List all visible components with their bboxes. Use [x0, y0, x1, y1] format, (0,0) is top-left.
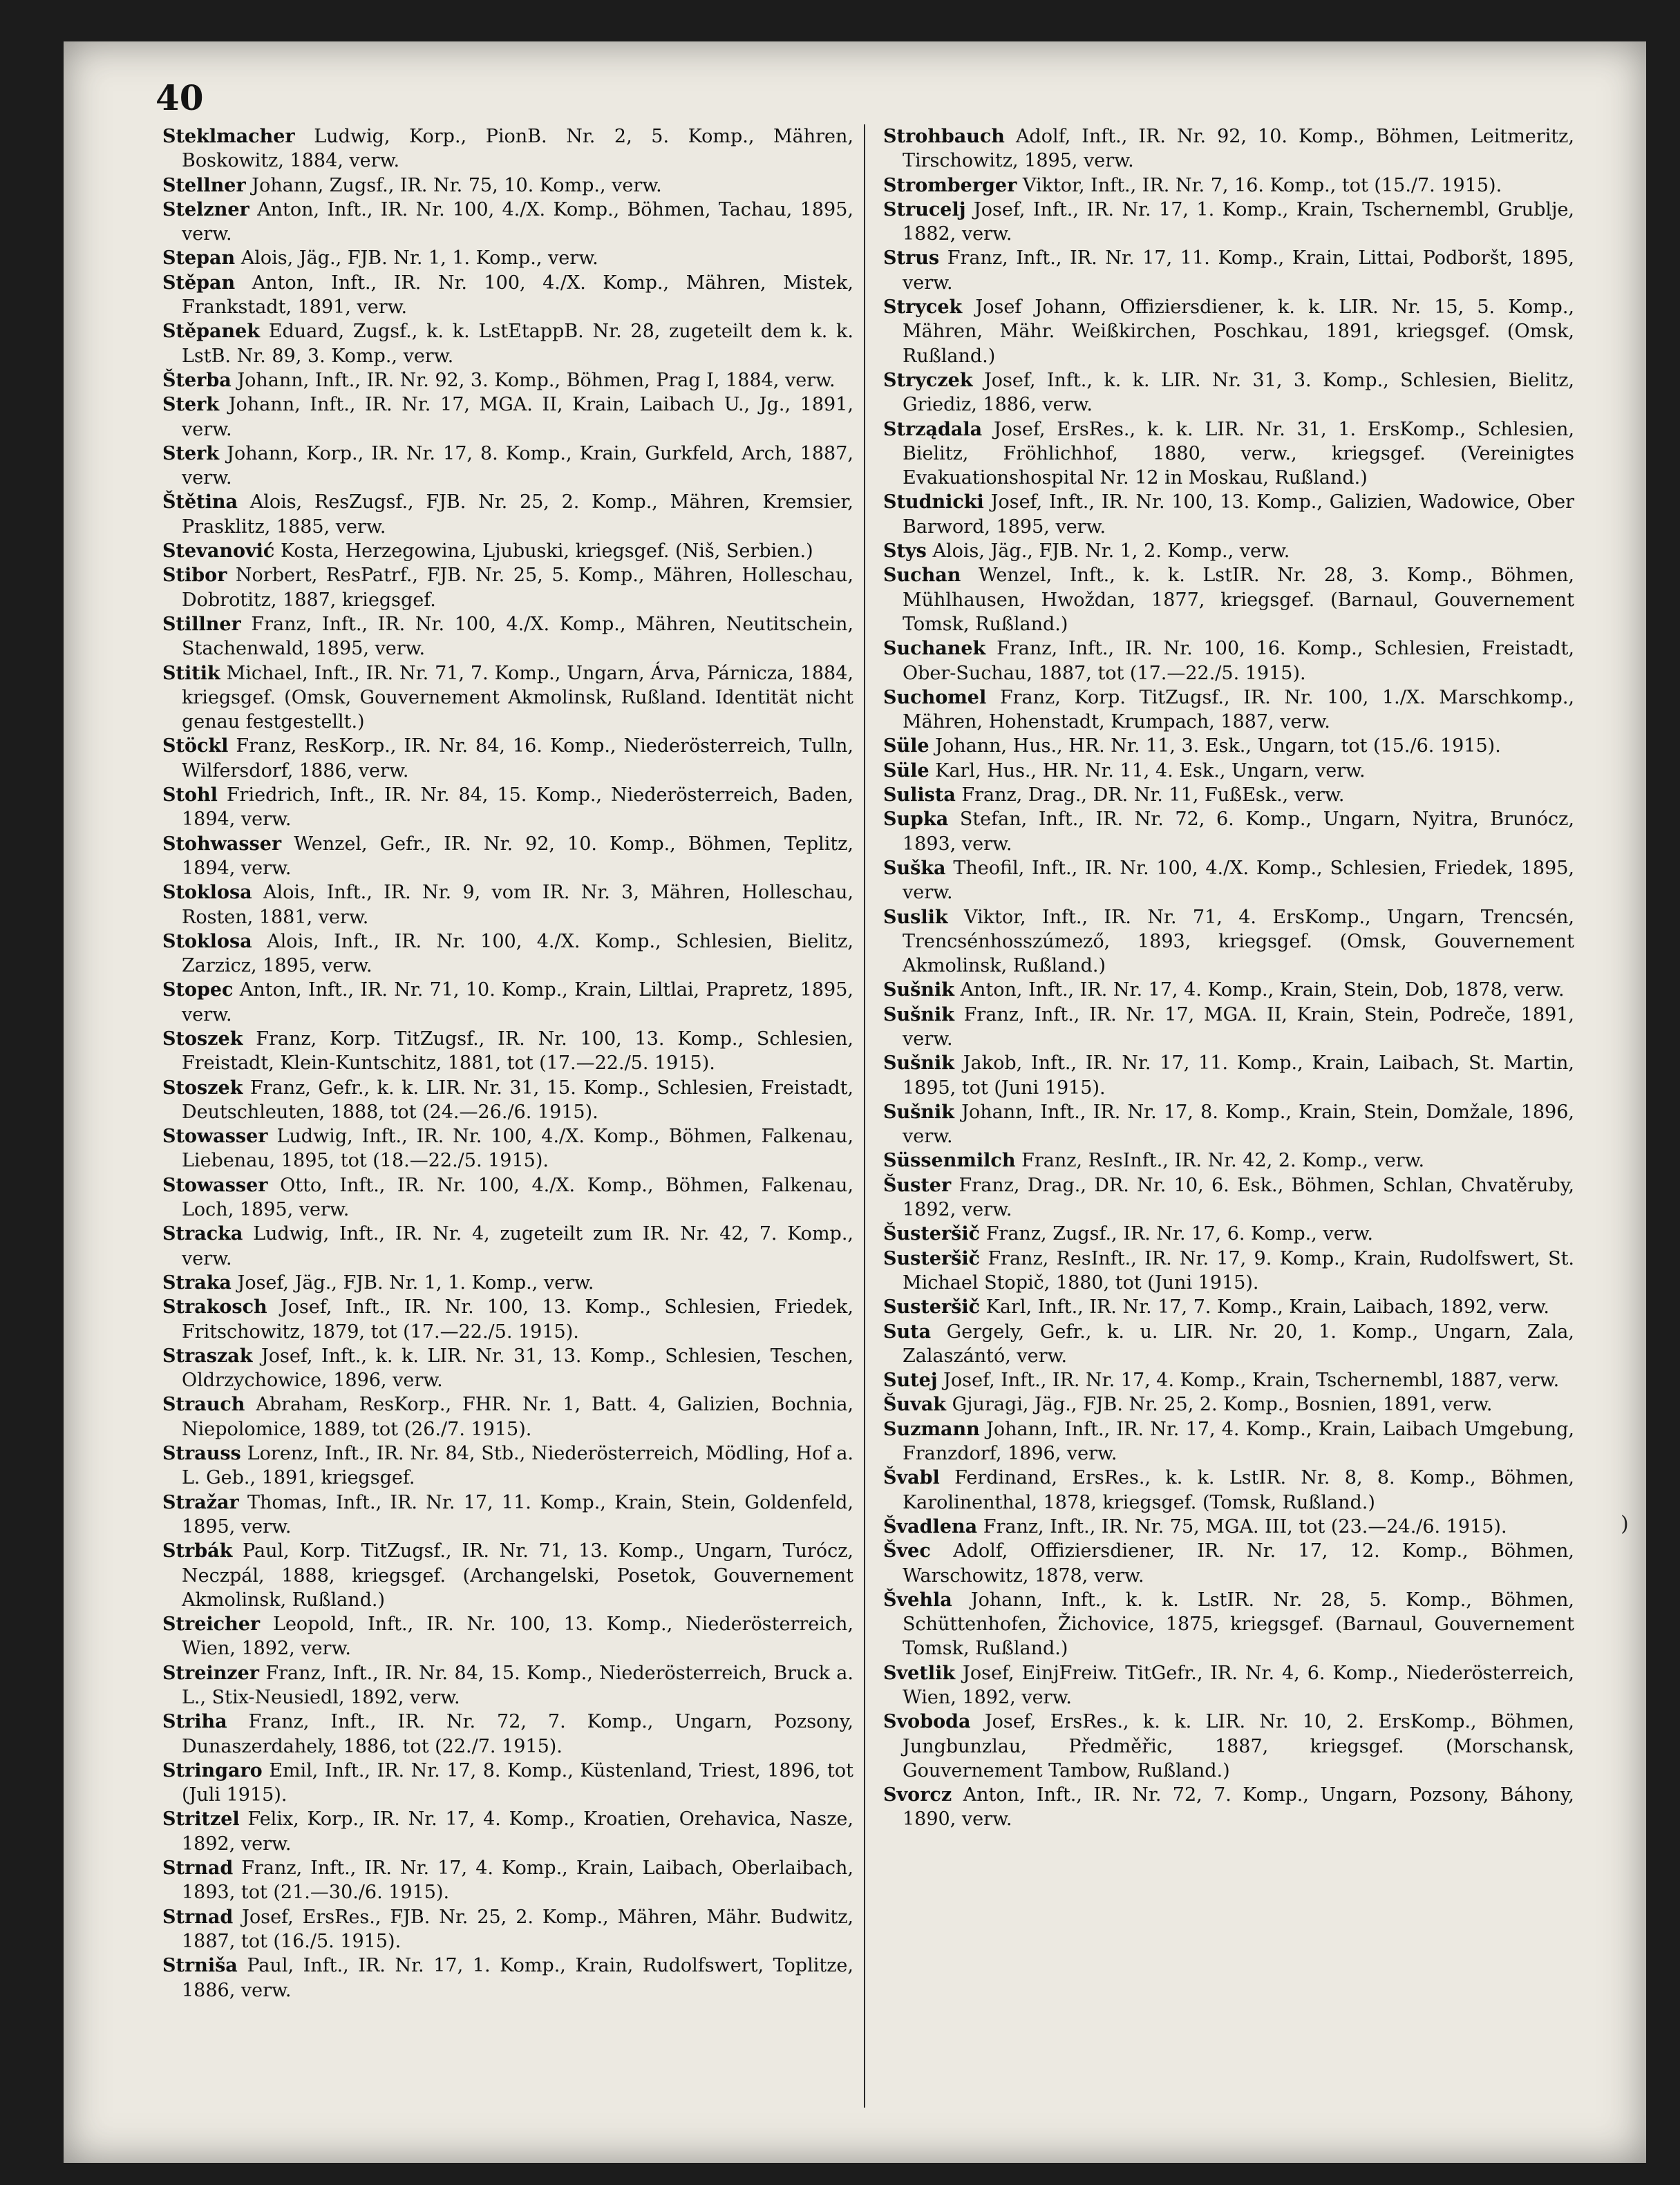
entry-surname: Šterba	[162, 369, 232, 391]
list-entry	[883, 1661, 1574, 1710]
entry-details: Ferdinand, ErsRes., k. k. LstIR. Nr. 8, 8. Komp., Böhmen, Karolinenthal, 1878, kriegsgef. (Tomsk, Rußland.)	[903, 1467, 1574, 1513]
list-entry	[883, 1295, 1574, 1319]
entry-surname: Steklmacher	[162, 126, 295, 147]
entry-surname: Stoklosa	[162, 882, 252, 904]
entry-surname: Strbák	[162, 1540, 233, 1562]
list-entry	[883, 783, 1574, 807]
list-entry	[883, 417, 1574, 491]
entry-details: Leopold, Inft., IR. Nr. 100, 13. Komp., Niederösterreich, Wien, 1892, verw.	[182, 1614, 853, 1660]
list-entry	[162, 1124, 853, 1173]
entry-surname: Svoboda	[883, 1711, 971, 1733]
entry-details: Johann, Hus., HR. Nr. 11, 3. Esk., Ungarn, tot (15./6. 1915).	[929, 735, 1501, 757]
entry-details: Paul, Korp. TitZugsf., IR. Nr. 71, 13. Komp., Ungarn, Turócz, Neczpál, 1888, kriegsgef. (Archangelski, Posetok, Gouvernement Akmolinsk, Rußland.)	[182, 1540, 853, 1611]
list-entry	[883, 173, 1574, 198]
list-entry	[162, 1710, 853, 1759]
entry-surname: Stražar	[162, 1491, 239, 1513]
entry-details: Karl, Inft., IR. Nr. 17, 7. Komp., Krain, Laibach, 1892, verw.	[980, 1296, 1549, 1318]
list-entry	[883, 1100, 1574, 1149]
entry-surname: Strus	[883, 247, 940, 269]
entry-details: Johann, Inft., IR. Nr. 17, 8. Komp., Krain, Stein, Domžale, 1896, verw.	[903, 1101, 1574, 1148]
list-entry	[162, 198, 853, 247]
entry-details: Kosta, Herzegowina, Ljubuski, kriegsgef. (Niš, Serbien.)	[274, 540, 813, 562]
entry-details: Viktor, Inft., IR. Nr. 7, 16. Komp., tot (15./7. 1915).	[1017, 174, 1502, 196]
entry-details: Alois, ResZugsf., FJB. Nr. 25, 2. Komp., Mähren, Kremsier, Prasklitz, 1885, verw.	[182, 491, 853, 538]
left-column-entries	[162, 124, 853, 2003]
entry-details: Alois, Jäg., FJB. Nr. 1, 1. Komp., verw.	[235, 247, 598, 269]
entry-details: Josef, EinjFreiw. TitGefr., IR. Nr. 4, 6. Komp., Niederösterreich, Wien, 1892, verw.	[903, 1662, 1574, 1708]
list-entry	[162, 1027, 853, 1076]
entry-details: Josef, Inft., IR. Nr. 100, 13. Komp., Galizien, Wadowice, Ober Barword, 1895, verw.	[903, 491, 1574, 538]
entry-surname: Stohwasser	[162, 833, 282, 855]
entry-details: Friedrich, Inft., IR. Nr. 84, 15. Komp., Niederösterreich, Baden, 1894, verw.	[182, 784, 853, 831]
entry-details: Gergely, Gefr., k. u. LIR. Nr. 20, 1. Komp., Ungarn, Zala, Zalaszántó, verw.	[903, 1321, 1574, 1367]
entry-details: Theofil, Inft., IR. Nr. 100, 4./X. Komp., Schlesien, Friedek, 1895, verw.	[903, 857, 1574, 904]
entry-details: Josef, ErsRes., k. k. LIR. Nr. 10, 2. ErsKomp., Böhmen, Jungbunzlau, Předměřic, 1887, kriegsgef. (Morschansk, Gouvernement Tambow, Rußland.)	[903, 1711, 1574, 1781]
list-entry	[883, 759, 1574, 783]
list-entry	[162, 173, 853, 198]
list-entry	[883, 563, 1574, 636]
list-entry	[883, 1222, 1574, 1246]
entry-surname: Stowasser	[162, 1174, 268, 1196]
entry-surname: Strniša	[162, 1955, 238, 1977]
list-entry	[162, 783, 853, 832]
list-entry	[883, 807, 1574, 856]
list-entry	[162, 124, 853, 173]
entry-details: Franz, Inft., IR. Nr. 100, 4./X. Komp., Mähren, Neutitschein, Stachenwald, 1895, verw.	[182, 613, 853, 660]
list-entry	[883, 1392, 1574, 1417]
entry-surname: Strucelj	[883, 198, 966, 220]
entry-details: Franz, Inft., IR. Nr. 72, 7. Komp., Ungarn, Pozsony, Dunaszerdahely, 1886, tot (22./7. 1915).	[182, 1711, 853, 1757]
entry-surname: Studnicki	[883, 491, 984, 513]
entry-surname: Supka	[883, 808, 949, 831]
entry-surname: Sušnik	[883, 1003, 954, 1025]
entry-details: Abraham, ResKorp., FHR. Nr. 1, Batt. 4, Galizien, Bochnia, Niepolomice, 1889, tot (26./7. 1915).	[182, 1394, 853, 1440]
list-entry	[162, 734, 853, 783]
entry-details: Franz, Gefr., k. k. LIR. Nr. 31, 15. Komp., Schlesien, Freistadt, Deutschleuten, 1888, tot (24.—26./6. 1915).	[182, 1077, 853, 1123]
entry-surname: Suška	[883, 857, 946, 879]
entry-surname: Stromberger	[883, 174, 1017, 196]
entry-surname: Süle	[883, 735, 929, 757]
entry-details: Felix, Korp., IR. Nr. 17, 4. Komp., Kroatien, Orehavica, Nasze, 1892, verw.	[182, 1808, 853, 1855]
list-entry	[883, 905, 1574, 978]
entry-details: Jakob, Inft., IR. Nr. 17, 11. Komp., Krain, Laibach, St. Martin, 1895, tot (Juni 1915).	[903, 1052, 1574, 1099]
entry-surname: Streinzer	[162, 1662, 259, 1684]
entry-details: Paul, Inft., IR. Nr. 17, 1. Komp., Krain, Rudolfswert, Toplitze, 1886, verw.	[182, 1955, 853, 2001]
list-entry	[883, 1051, 1574, 1100]
list-entry	[883, 1783, 1574, 1832]
entry-details: Anton, Inft., IR. Nr. 72, 7. Komp., Ungarn, Pozsony, Báhony, 1890, verw.	[903, 1784, 1574, 1831]
entry-details: Emil, Inft., IR. Nr. 17, 8. Komp., Küstenland, Triest, 1896, tot (Juli 1915).	[182, 1759, 853, 1806]
list-entry	[883, 1173, 1574, 1222]
list-entry	[883, 1320, 1574, 1369]
entry-surname: Sterk	[162, 394, 220, 416]
list-entry	[162, 1807, 853, 1856]
entry-details: Anton, Inft., IR. Nr. 17, 4. Komp., Krain, Stein, Dob, 1878, verw.	[954, 979, 1565, 1001]
entry-details: Anton, Inft., IR. Nr. 100, 4./X. Komp., Mähren, Mistek, Frankstadt, 1891, verw.	[182, 272, 853, 319]
entry-details: Eduard, Zugsf., k. k. LstEtappB. Nr. 28, zugeteilt dem k. k. LstB. Nr. 89, 3. Komp., verw.	[182, 321, 853, 367]
entry-surname: Sutej	[883, 1370, 938, 1392]
list-entry	[883, 856, 1574, 905]
entry-details: Norbert, ResPatrf., FJB. Nr. 25, 5. Komp., Mähren, Holleschau, Dobrotitz, 1887, kriegsgef.	[182, 565, 853, 611]
entry-details: Ludwig, Inft., IR. Nr. 4, zugeteilt zum IR. Nr. 42, 7. Komp., verw.	[182, 1223, 853, 1269]
entry-surname: Švabl	[883, 1467, 940, 1489]
list-entry	[162, 1271, 853, 1295]
list-entry	[162, 1491, 853, 1540]
entry-details: Franz, ResKorp., IR. Nr. 84, 16. Komp., Niederösterreich, Tulln, Wilfersdorf, 1886, verw.	[182, 735, 853, 782]
list-entry	[162, 1076, 853, 1125]
entry-surname: Stoszek	[162, 1077, 243, 1099]
entry-details: Alois, Jäg., FJB. Nr. 1, 2. Komp., verw.	[926, 540, 1290, 562]
entry-details: Adolf, Inft., IR. Nr. 92, 10. Komp., Böhmen, Leitmeritz, Tirschowitz, 1895, verw.	[903, 126, 1574, 172]
entry-surname: Švec	[883, 1540, 931, 1562]
list-entry	[883, 539, 1574, 563]
entry-surname: Stringaro	[162, 1759, 263, 1781]
list-entry	[162, 612, 853, 661]
entry-details: Franz, Inft., IR. Nr. 17, 11. Komp., Krain, Littai, Podboršt, 1895, verw.	[903, 247, 1574, 294]
list-entry	[883, 246, 1574, 295]
list-entry	[162, 319, 853, 368]
entry-details: Franz, Korp. TitZugsf., IR. Nr. 100, 13. Komp., Schlesien, Freistadt, Klein-Kuntschitz, 1881, tot (17.—22./5. 1915).	[182, 1028, 853, 1075]
entry-surname: Stopec	[162, 979, 234, 1001]
entry-surname: Stěpan	[162, 272, 236, 294]
entry-surname: Suchanek	[883, 638, 986, 660]
list-entry	[883, 295, 1574, 368]
list-entry	[162, 1954, 853, 2003]
entry-details: Josef, Inft., k. k. LIR. Nr. 31, 3. Komp., Schlesien, Bielitz, Griediz, 1886, verw.	[903, 369, 1574, 416]
entry-details: Franz, Inft., IR. Nr. 84, 15. Komp., Niederösterreich, Bruck a. L., Stix-Neusiedl, 1892, verw.	[182, 1662, 853, 1708]
entry-surname: Sušnik	[883, 1101, 954, 1123]
list-entry	[162, 368, 853, 392]
entry-details: Anton, Inft., IR. Nr. 100, 4./X. Komp., Böhmen, Tachau, 1895, verw.	[182, 198, 853, 245]
list-entry	[883, 734, 1574, 758]
list-entry	[883, 1368, 1574, 1392]
entry-surname: Stoklosa	[162, 930, 252, 952]
entry-details: Josef Johann, Offiziersdiener, k. k. LIR. Nr. 15, 5. Komp., Mähren, Mähr. Weißkirchen, Poschkau, 1891, kriegsgef. (Omsk, Rußland.)	[903, 296, 1574, 367]
entry-surname: Stellner	[162, 174, 246, 196]
entry-surname: Švehla	[883, 1589, 952, 1611]
entry-details: Wenzel, Gefr., IR. Nr. 92, 10. Komp., Böhmen, Teplitz, 1894, verw.	[182, 833, 853, 879]
entry-details: Josef, Jäg., FJB. Nr. 1, 1. Komp., verw.	[231, 1271, 594, 1294]
list-entry	[162, 392, 853, 442]
entry-details: Josef, ErsRes., FJB. Nr. 25, 2. Komp., Mähren, Mähr. Budwitz, 1887, tot (16./5. 1915).	[182, 1906, 853, 1952]
entry-surname: Süle	[883, 759, 929, 782]
entry-details: Franz, ResInft., IR. Nr. 17, 9. Komp., Krain, Rudolfswert, St. Michael Stopič, 1880, tot (Juni 1915).	[903, 1247, 1574, 1294]
list-entry	[883, 978, 1574, 1002]
list-entry	[883, 198, 1574, 247]
list-entry	[162, 539, 853, 563]
entry-details: Ludwig, Korp., PionB. Nr. 2, 5. Komp., Mähren, Boskowitz, 1884, verw.	[182, 126, 853, 172]
entry-details: Michael, Inft., IR. Nr. 71, 7. Komp., Ungarn, Árva, Párnicza, 1884, kriegsgef. (Omsk, Gouvernement Akmolinsk, Rußland. Identität nicht genau festgestellt.)	[182, 662, 853, 733]
entry-details: Josef, Inft., k. k. LIR. Nr. 31, 13. Komp., Schlesien, Teschen, Oldrzychowice, 1896, verw.	[182, 1345, 853, 1392]
list-entry	[162, 1612, 853, 1661]
entry-surname: Stěpanek	[162, 321, 261, 343]
list-entry	[162, 442, 853, 491]
entry-surname: Šusteršič	[883, 1223, 981, 1245]
entry-surname: Stibor	[162, 565, 227, 587]
list-entry	[883, 490, 1574, 539]
entry-details: Adolf, Offiziersdiener, IR. Nr. 17, 12. Komp., Böhmen, Warschowitz, 1878, verw.	[903, 1540, 1574, 1587]
entry-surname: Stohl	[162, 784, 218, 806]
entry-details: Anton, Inft., IR. Nr. 71, 10. Komp., Krain, Liltlai, Prapretz, 1895, verw.	[182, 979, 853, 1025]
entry-details: Alois, Inft., IR. Nr. 100, 4./X. Komp., Schlesien, Bielitz, Zarzicz, 1895, verw.	[182, 930, 853, 977]
entry-surname: Susteršič	[883, 1247, 981, 1269]
entry-details: Franz, Inft., IR. Nr. 17, 4. Komp., Krain, Laibach, Oberlaibach, 1893, tot (21.—30./6. 1915).	[182, 1857, 853, 1904]
entry-surname: Suchomel	[883, 686, 987, 708]
entry-surname: Suta	[883, 1321, 932, 1343]
list-entry	[162, 1661, 853, 1710]
entry-details: Johann, Korp., IR. Nr. 17, 8. Komp., Krain, Gurkfeld, Arch, 1887, verw.	[182, 442, 853, 489]
list-entry	[162, 1344, 853, 1393]
entry-surname: Stritzel	[162, 1808, 240, 1831]
page-number: 40	[155, 77, 204, 118]
list-entry	[883, 1710, 1574, 1783]
entry-surname: Šuvak	[883, 1394, 947, 1416]
entry-surname: Strauss	[162, 1443, 241, 1465]
entry-surname: Stöckl	[162, 735, 229, 757]
entry-details: Franz, Drag., DR. Nr. 11, FußEsk., verw.	[955, 784, 1345, 806]
entry-surname: Stys	[883, 540, 927, 562]
entry-details: Franz, Drag., DR. Nr. 10, 6. Esk., Böhmen, Schlan, Chvatěruby, 1892, verw.	[903, 1174, 1574, 1221]
entry-surname: Sulista	[883, 784, 956, 806]
entry-details: Otto, Inft., IR. Nr. 100, 4./X. Komp., Böhmen, Falkenau, Loch, 1895, verw.	[182, 1174, 853, 1221]
list-entry	[162, 271, 853, 320]
entry-surname: Striha	[162, 1711, 227, 1733]
right-column-entries	[883, 124, 1574, 1832]
entry-surname: Stowasser	[162, 1126, 268, 1148]
list-entry	[883, 1417, 1574, 1466]
entry-surname: Sterk	[162, 442, 220, 464]
entry-details: Franz, Korp. TitZugsf., IR. Nr. 100, 1./X. Marschkomp., Mähren, Hohenstadt, Krumpach, 1887, verw.	[903, 686, 1574, 733]
list-entry	[162, 929, 853, 978]
list-entry	[162, 1295, 853, 1344]
entry-surname: Susteršič	[883, 1296, 981, 1318]
list-entry	[162, 978, 853, 1027]
list-entry	[162, 832, 853, 881]
entry-details: Franz, Inft., IR. Nr. 100, 16. Komp., Schlesien, Freistadt, Ober-Suchau, 1887, tot (17.—22./5. 1915).	[903, 638, 1574, 684]
list-entry	[162, 563, 853, 612]
entry-details: Wenzel, Inft., k. k. LstIR. Nr. 28, 3. Komp., Böhmen, Mühlhausen, Hwoždan, 1877, kriegsgef. (Barnaul, Gouvernement Tomsk, Rußland.)	[903, 565, 1574, 635]
list-entry	[162, 490, 853, 539]
list-entry	[883, 1515, 1574, 1539]
list-entry	[162, 1173, 853, 1222]
list-entry	[883, 1466, 1574, 1515]
entry-surname: Švadlena	[883, 1515, 978, 1538]
list-entry	[883, 685, 1574, 735]
entry-surname: Strnad	[162, 1906, 234, 1928]
list-entry	[883, 368, 1574, 417]
stray-mark: )	[1621, 1512, 1629, 1536]
list-entry	[883, 1003, 1574, 1052]
entry-details: Alois, Inft., IR. Nr. 9, vom IR. Nr. 3, Mähren, Holleschau, Rosten, 1881, verw.	[182, 882, 853, 928]
list-entry	[883, 1247, 1574, 1296]
entry-surname: Sušnik	[883, 1052, 954, 1075]
entry-surname: Svetlik	[883, 1662, 956, 1684]
entry-details: Josef, Inft., IR. Nr. 100, 13. Komp., Schlesien, Friedek, Fritschowitz, 1879, tot (17.—22./5. 1915).	[182, 1296, 853, 1343]
entry-surname: Šuster	[883, 1174, 952, 1196]
list-entry	[883, 1539, 1574, 1588]
entry-surname: Süssenmilch	[883, 1150, 1016, 1172]
entry-surname: Sušnik	[883, 979, 954, 1001]
entry-surname: Stevanović	[162, 540, 275, 562]
entry-surname: Strządala	[883, 418, 983, 440]
entry-details: Josef, Inft., IR. Nr. 17, 1. Komp., Krain, Tschernembl, Grublje, 1882, verw.	[903, 198, 1574, 245]
entry-surname: Strohbauch	[883, 126, 1005, 147]
entry-surname: Stoszek	[162, 1028, 243, 1050]
list-entry	[883, 636, 1574, 685]
entry-details: Johann, Inft., IR. Nr. 17, MGA. II, Krain, Laibach U., Jg., 1891, verw.	[182, 394, 853, 440]
column-divider	[864, 124, 865, 2108]
entry-surname: Stepan	[162, 247, 236, 269]
entry-details: Franz, Inft., IR. Nr. 17, MGA. II, Krain, Stein, Podreče, 1891, verw.	[903, 1003, 1574, 1050]
list-entry	[883, 1588, 1574, 1661]
entry-details: Josef, Inft., IR. Nr. 17, 4. Komp., Krain, Tschernembl, 1887, verw.	[937, 1370, 1560, 1392]
entry-details: Ludwig, Inft., IR. Nr. 100, 4./X. Komp., Böhmen, Falkenau, Liebenau, 1895, tot (18.—22./5. 1915).	[182, 1126, 853, 1172]
entry-surname: Stryczek	[883, 369, 973, 391]
entry-details: Johann, Zugsf., IR. Nr. 75, 10. Komp., verw.	[245, 174, 662, 196]
list-entry	[162, 1392, 853, 1441]
entry-details: Franz, ResInft., IR. Nr. 42, 2. Komp., verw.	[1015, 1150, 1425, 1172]
entry-surname: Suslik	[883, 906, 948, 928]
entry-details: Karl, Hus., HR. Nr. 11, 4. Esk., Ungarn, verw.	[929, 759, 1366, 782]
entry-surname: Strnad	[162, 1857, 234, 1880]
entry-surname: Štětina	[162, 491, 238, 513]
list-entry	[162, 1222, 853, 1271]
entry-details: Johann, Inft., k. k. LstIR. Nr. 28, 5. Komp., Böhmen, Schüttenhofen, Žichovice, 1875, kriegsgef. (Barnaul, Gouvernement Tomsk, Rußland.)	[903, 1589, 1574, 1660]
entry-details: Johann, Inft., IR. Nr. 92, 3. Komp., Böhmen, Prag I, 1884, verw.	[231, 369, 836, 391]
entry-surname: Strycek	[883, 296, 963, 319]
list-entry	[162, 880, 853, 929]
entry-details: Viktor, Inft., IR. Nr. 71, 4. ErsKomp., Ungarn, Trencsén, Trencsénhosszúmező, 1893, kriegsgef. (Omsk, Gouvernement Akmolinsk, Rußland.)	[903, 906, 1574, 977]
list-entry	[883, 124, 1574, 173]
entry-surname: Suzmann	[883, 1418, 980, 1440]
list-entry	[162, 1759, 853, 1808]
entry-details: Franz, Inft., IR. Nr. 75, MGA. III, tot (23.—24./6. 1915).	[977, 1515, 1507, 1538]
entry-surname: Stelzner	[162, 198, 249, 220]
list-entry	[162, 1905, 853, 1954]
entry-surname: Straka	[162, 1271, 232, 1294]
entry-surname: Stillner	[162, 613, 241, 635]
entry-surname: Stracka	[162, 1223, 243, 1245]
entry-surname: Strauch	[162, 1394, 245, 1416]
entry-details: Gjuragi, Jäg., FJB. Nr. 25, 2. Komp., Bosnien, 1891, verw.	[946, 1394, 1493, 1416]
entry-surname: Stitik	[162, 662, 220, 684]
list-entry	[162, 661, 853, 735]
list-entry	[162, 1441, 853, 1491]
entry-details: Stefan, Inft., IR. Nr. 72, 6. Komp., Ungarn, Nyitra, Brunócz, 1893, verw.	[903, 808, 1574, 855]
entry-surname: Strakosch	[162, 1296, 267, 1318]
entry-details: Franz, Zugsf., IR. Nr. 17, 6. Komp., verw.	[980, 1223, 1373, 1245]
entry-surname: Svorcz	[883, 1784, 952, 1806]
list-entry	[162, 246, 853, 270]
list-entry	[162, 1539, 853, 1612]
entry-details: Johann, Inft., IR. Nr. 17, 4. Komp., Krain, Laibach Umgebung, Franzdorf, 1896, verw.	[903, 1418, 1574, 1465]
entry-surname: Streicher	[162, 1614, 261, 1636]
entry-surname: Straszak	[162, 1345, 253, 1367]
entry-surname: Suchan	[883, 565, 961, 587]
list-entry	[883, 1148, 1574, 1173]
entry-details: Thomas, Inft., IR. Nr. 17, 11. Komp., Krain, Stein, Goldenfeld, 1895, verw.	[182, 1491, 853, 1538]
list-entry	[162, 1856, 853, 1905]
entry-details: Josef, ErsRes., k. k. LIR. Nr. 31, 1. ErsKomp., Schlesien, Bielitz, Fröhlichhof, 1880, verw., kriegsgef. (Vereinigtes Evakuationshospital Nr. 12 in Moskau, Rußland.)	[903, 418, 1574, 489]
entry-details: Lorenz, Inft., IR. Nr. 84, Stb., Niederösterreich, Mödling, Hof a. L. Geb., 1891, kriegsgef.	[182, 1443, 853, 1489]
